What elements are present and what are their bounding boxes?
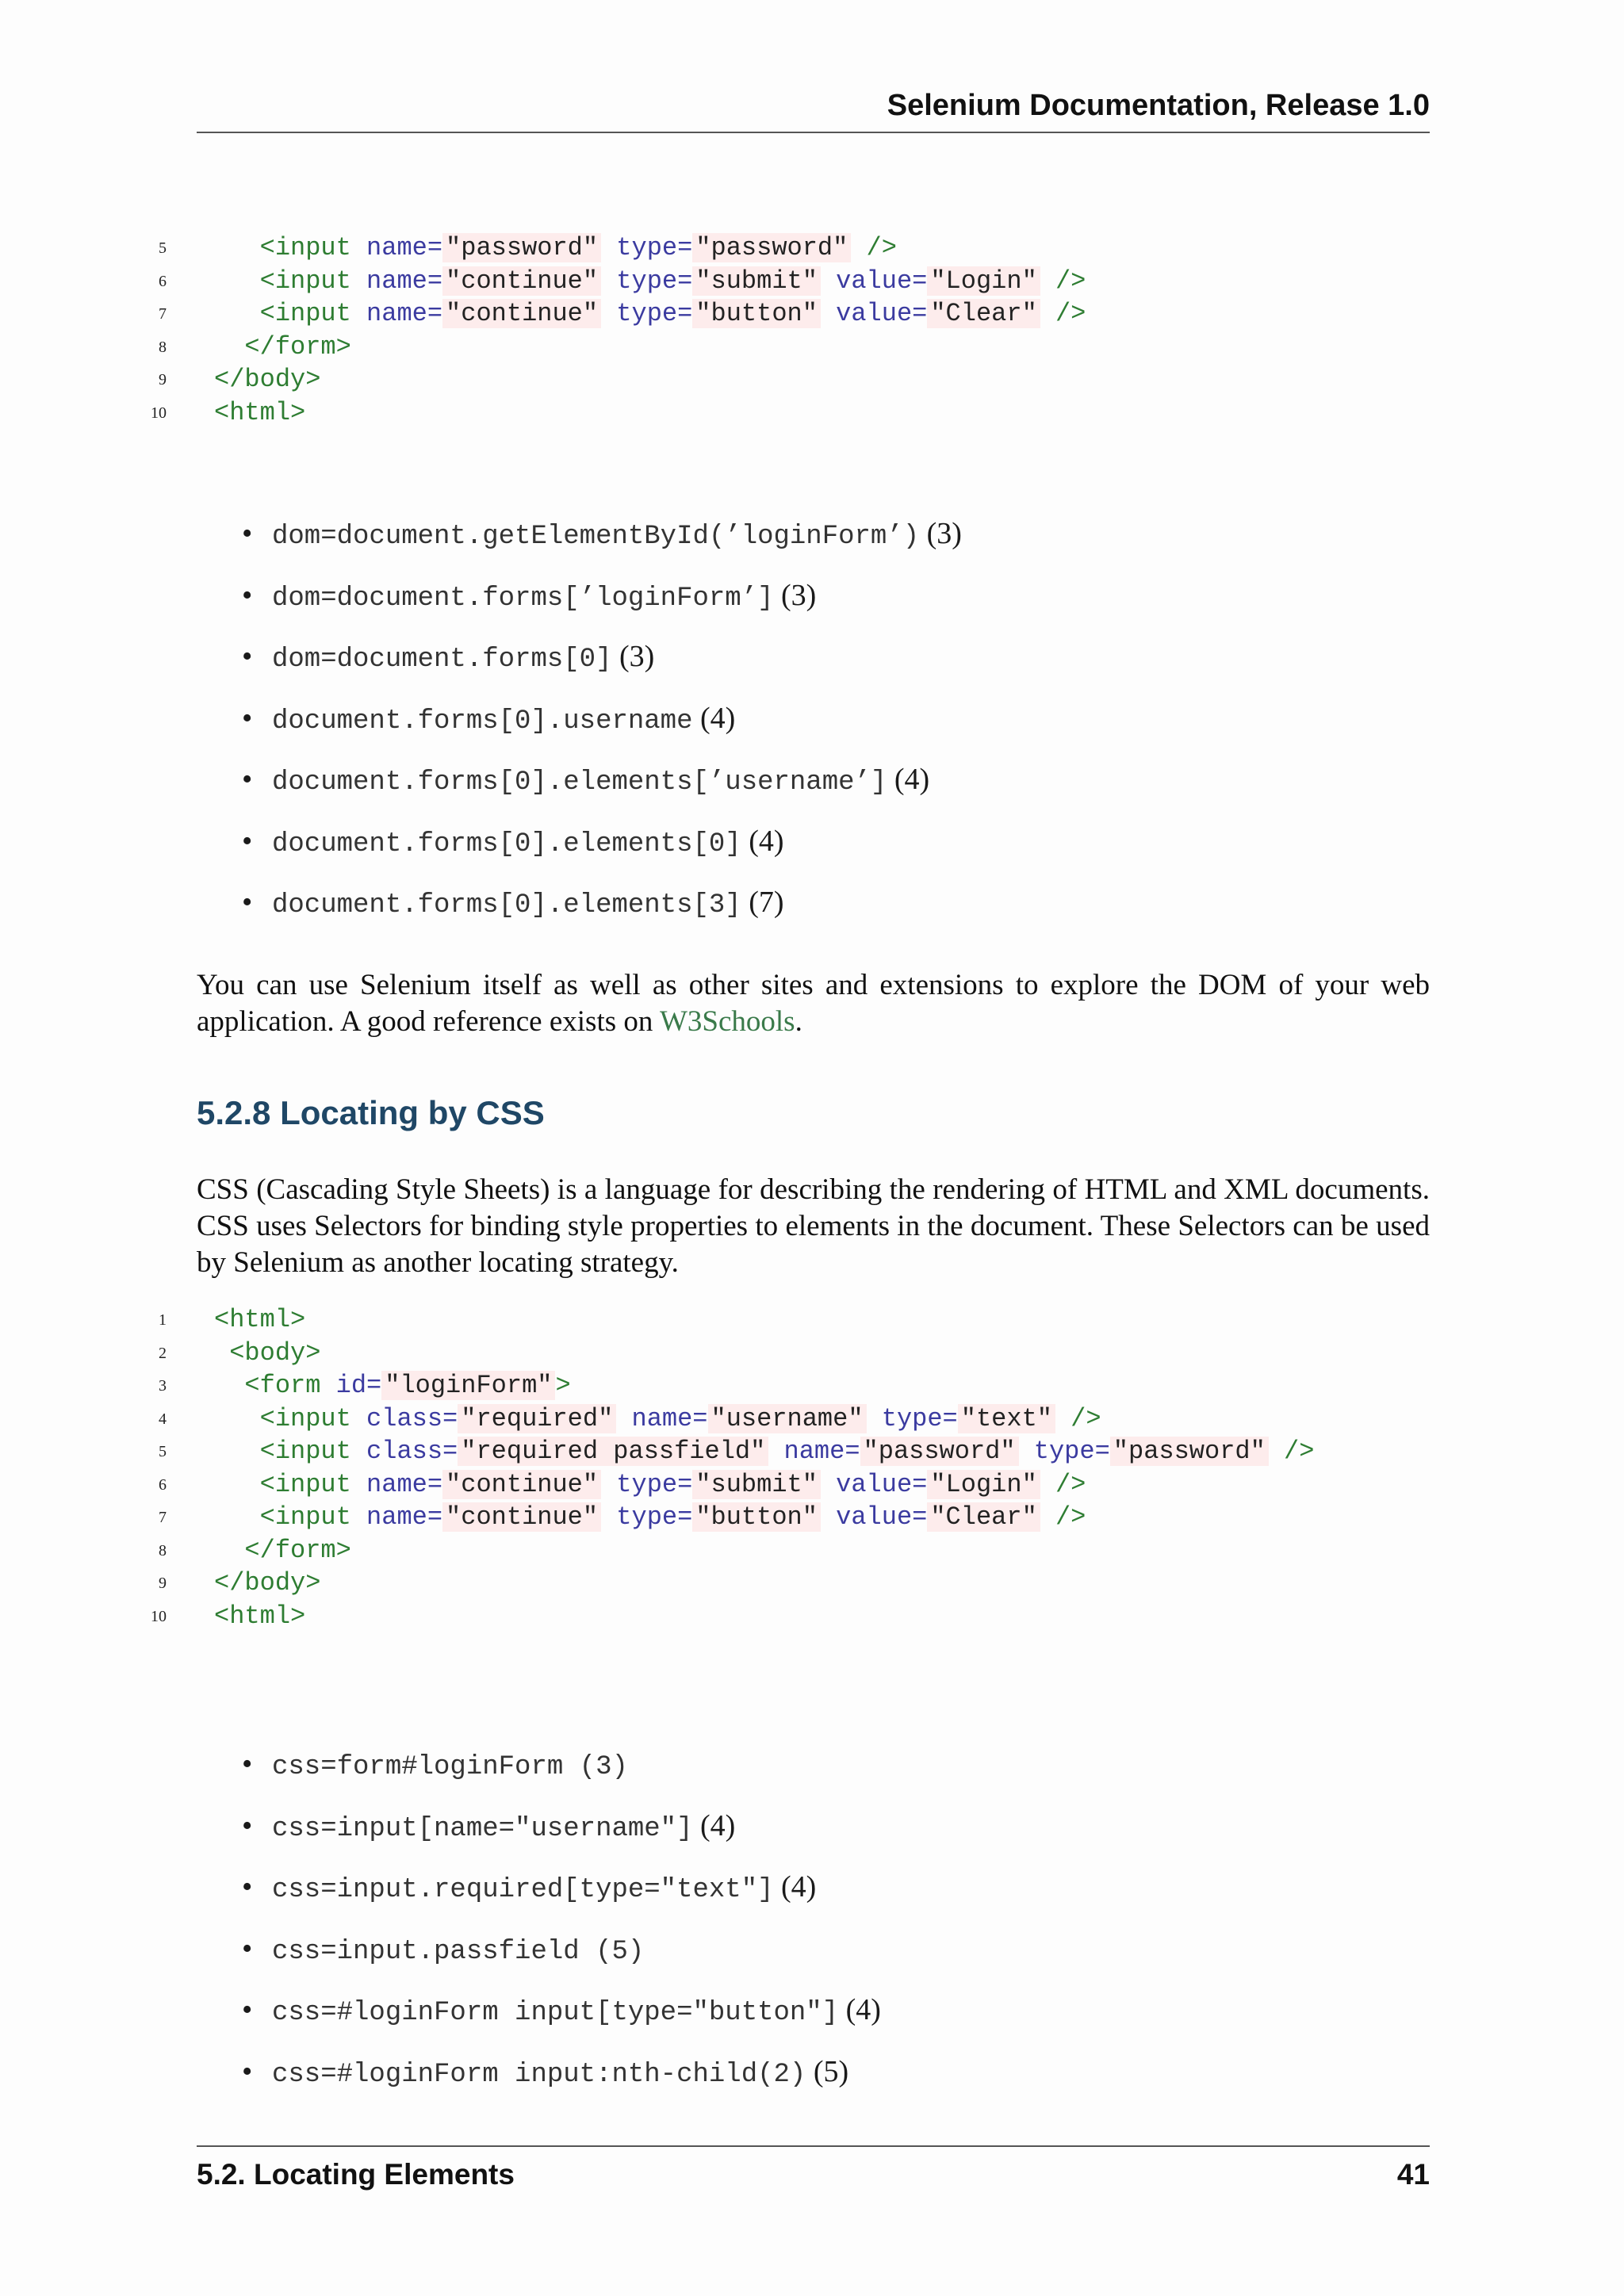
list-item: • dom=document.forms[0] (3)	[242, 640, 655, 675]
list-item: • document.forms[0].elements[’username’] (4)	[242, 763, 930, 798]
list-item: • dom=document.forms[’loginForm’] (3)	[242, 578, 817, 614]
list-item: • css=#loginForm input[type="button"] (4)	[242, 1993, 881, 2028]
list-item: • css=input.required[type="text"] (4)	[242, 1870, 817, 1905]
line-number: 9	[159, 371, 167, 388]
line-number: 7	[159, 305, 167, 323]
list-item: • document.forms[0].elements[0] (4)	[242, 824, 784, 859]
header-rule	[197, 132, 1430, 133]
line-number: 1	[159, 1311, 167, 1329]
paragraph-dom-reference	[197, 967, 1430, 1040]
line-number: 10	[151, 1607, 167, 1625]
line-number: 7	[159, 1509, 167, 1526]
code-text: </body>	[214, 365, 321, 394]
code-text: </form>	[244, 331, 351, 362]
line-number: 8	[159, 338, 167, 356]
code-text: <form id= "loginForm" >	[244, 1371, 571, 1400]
list-item: • document.forms[0].username (4)	[242, 701, 736, 737]
section-title-css: 5.2.8 Locating by CSS	[197, 1094, 545, 1131]
running-header-title: Selenium Documentation, Release 1.0	[887, 89, 1430, 122]
footer-section-name: 5.2. Locating Elements	[197, 2158, 515, 2191]
code-text: </body>	[214, 1568, 321, 1598]
footer-page-number: 41	[1396, 2158, 1430, 2191]
list-item: • dom=document.getElementById(’loginForm’) (3)	[242, 517, 962, 552]
code-text: <body>	[229, 1337, 321, 1368]
code-text: <input class= "required" name= "username" type= "text" />	[259, 1403, 1101, 1433]
line-number: 8	[159, 1541, 167, 1559]
code-text: <input name= "continue" type= "button" value= "Clear" />	[259, 1502, 1086, 1532]
code-text: <html>	[214, 1305, 306, 1334]
line-number: 9	[159, 1575, 167, 1592]
line-number: 6	[159, 272, 167, 290]
list-item: • css=#loginForm input:nth-child(2) (5)	[242, 2054, 849, 2090]
code-text: <input name= "continue" type= "button" value= "Clear" />	[259, 299, 1086, 328]
list-item: • css=form#loginForm (3)	[242, 1747, 628, 1782]
code-text: <html>	[214, 1601, 306, 1631]
list-item: • css=input.passfield (5)	[242, 1931, 645, 1967]
code-text: <input name= "password" type= "password" />	[259, 233, 897, 262]
code-text: <input name= "continue" type= "submit" value= "Login" />	[259, 1469, 1086, 1499]
code-text: <input class= "required passfield" name= "password" type= "password" />	[259, 1437, 1315, 1466]
code-text: <html>	[214, 397, 306, 427]
list-item: • document.forms[0].elements[3] (7)	[242, 886, 784, 920]
line-number: 6	[159, 1475, 167, 1494]
paragraph-text: You can use Selenium itself as well as other sites and extensions to explore the DOM of your web application. A good reference exists on	[197, 969, 1430, 1038]
code-text: <input name= "continue" type= "submit" value= "Login" />	[259, 266, 1086, 296]
footer-rule	[197, 2145, 1430, 2147]
list-item: • css=input[name="username"] (4)	[242, 1808, 736, 1844]
code-text: </form>	[244, 1535, 351, 1565]
line-number: 3	[159, 1377, 167, 1395]
w3schools-link[interactable]: W3Schools	[659, 1005, 795, 1038]
line-number: 10	[151, 404, 167, 422]
line-number: 4	[159, 1410, 167, 1428]
paragraph-css-intro: CSS (Cascading Style Sheets) is a language for describing the rendering of HTML and XML documents. CSS uses Selectors for binding style properties to elements in the document. These Selectors can be used by Selenium as another locating strategy.	[197, 1173, 1430, 1279]
line-number: 5	[159, 239, 167, 257]
paragraph-text-end: .	[795, 1005, 802, 1038]
line-number: 5	[159, 1443, 167, 1460]
line-number: 2	[159, 1344, 167, 1362]
